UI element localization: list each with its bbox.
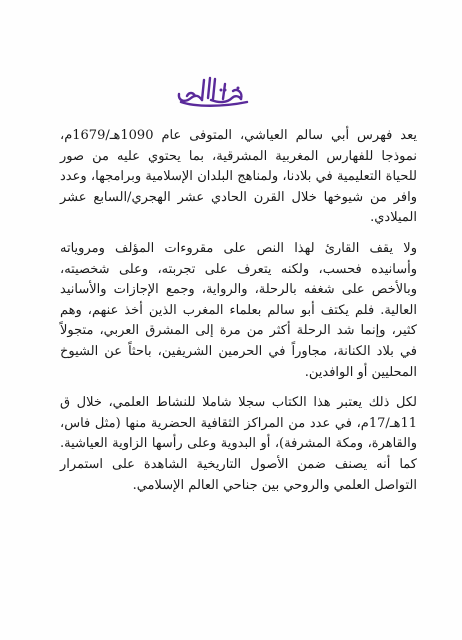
paragraph-3: لكل ذلك يعتبر هذا الكتاب سجلا شاملا للنشاط العلمي، خلال ق 11هـ/17م، في عدد من المراكز الثقافية الحضرية منها (مثل فاس، والقاهرة، ومكة المشرفة)، أو البدوية وعلى رأسها الزاوية العياشية. كما أنه يصنف ضمن الأصول التاريخية الشاهدة على استمرار التواصل العلمي والروحي بين جناحي العالم الإسلامي. [60, 395, 417, 493]
paragraph-2: ولا يقف القارئ لهذا النص على مقروءات المؤلف ومروياته وأسانيده فحسب، ولكنه يتعرف على تجربته، وعلى شخصيته، وبالأخص على شغفه بالرحلة، والرواية، وجمع الإجازات والأسانيد العالية. فلم يكتف أبو سالم بعلماء المغرب الذين أخذ عنهم، وهم كثير، وإنما شد الرحلة أكثر من مرة إلى المشرق العربي، متجولاً في بلاد الكنانة، مجاوراً في الحرمين الشريفين، باحثاً عن الشيوخ المحليين أو الوافدين. [60, 240, 417, 380]
paragraph-1: يعد فهرس أبي سالم العياشي، المتوفى عام 1090هـ/1679م، نموذجا للفهارس المغربية المشرقية، بما يحتوي عليه من صور للحياة التعليمية في بلادنا، ولمناهج البلدان الإسلامية وبرامجها، وعدد وافر من شيوخها خلال القرن الحادي عشر الهجري/السابع عشر الميلادي. [60, 128, 417, 226]
title-text [175, 110, 176, 111]
page-title [175, 74, 251, 110]
body-text [60, 126, 417, 496]
calligraphic-title-icon [175, 74, 251, 110]
